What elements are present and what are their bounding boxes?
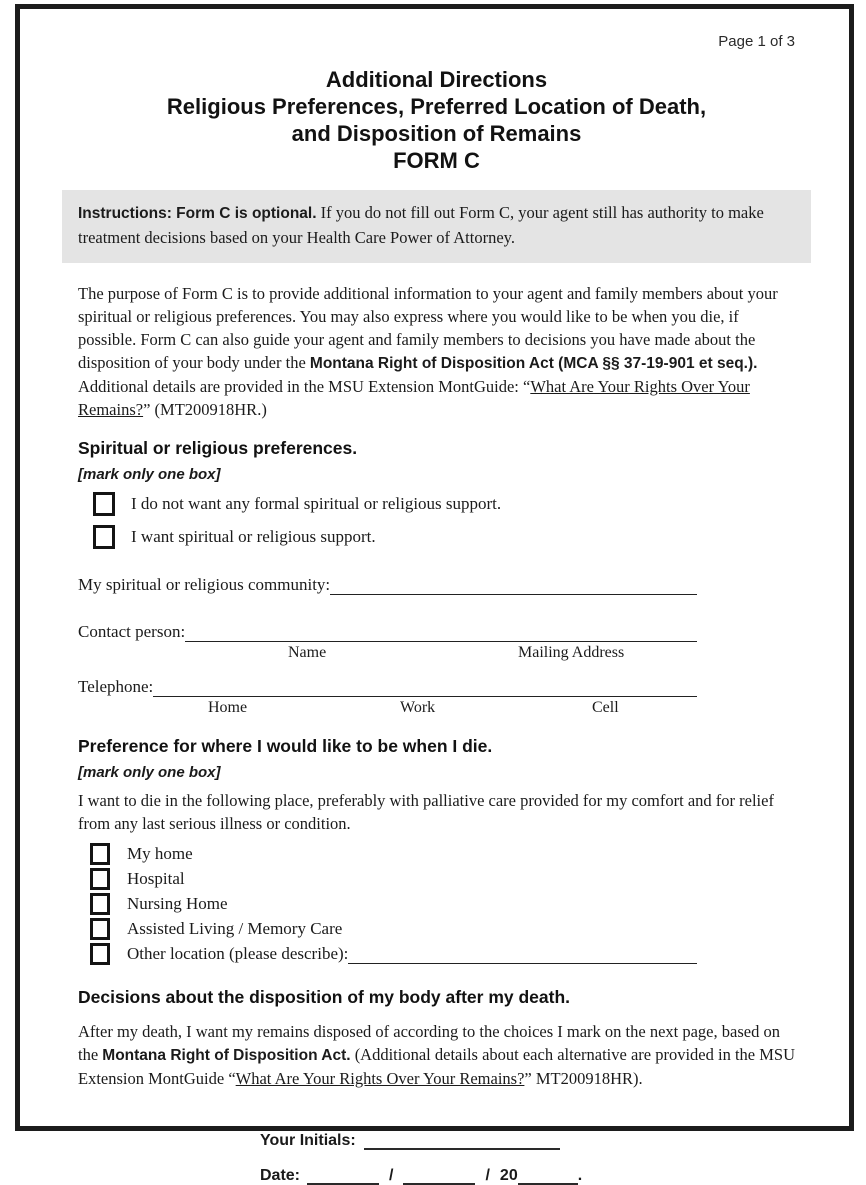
option-row-want-support	[93, 525, 795, 549]
contact-sublabels	[78, 642, 795, 664]
disposition-text-3: ” MT200918HR).	[524, 1069, 643, 1088]
checkbox-hospital[interactable]	[90, 868, 110, 890]
contact-input-line[interactable]	[185, 622, 697, 642]
community-field-row	[78, 575, 697, 595]
disposition-paragraph	[78, 1020, 795, 1090]
checkbox-no-spiritual-support[interactable]	[93, 492, 115, 516]
spiritual-mark-note: [mark only one box]	[78, 466, 221, 483]
date-year-line[interactable]	[518, 1169, 578, 1185]
location-intro-paragraph: I want to die in the following place, preferably with palliative care provided for my comfort and for relief from any last serious illness or condition.	[78, 791, 774, 833]
initials-row	[260, 1132, 795, 1150]
form-title-line-4: FORM C	[393, 148, 480, 173]
option-label: I want spiritual or religious support.	[131, 527, 376, 546]
disposition-text-2: (Additional details about each alternative are provided in the MSU Extension MontGuide “	[78, 1045, 796, 1088]
form-c-page	[20, 33, 849, 1185]
page-indicator: Page 1 of 3	[718, 33, 795, 50]
form-title-line-3: and Disposition of Remains	[291, 121, 582, 146]
option-row-other-location	[90, 943, 697, 965]
location-mark-note: [mark only one box]	[78, 764, 221, 781]
montguide-link-text: What Are Your Rights Over Your Remains?	[235, 1069, 525, 1088]
form-title-line-2: Religious Preferences, Preferred Location of Death,	[166, 94, 707, 119]
option-row-assisted-living	[90, 918, 697, 940]
montguide-link-text: What Are Your Rights Over Your Remains?	[78, 377, 750, 419]
telephone-sublabel-cell: Cell	[592, 699, 619, 716]
disposition-bold-act: Montana Right of Disposition Act.	[102, 1047, 351, 1064]
date-label: Date:	[260, 1167, 301, 1184]
option-row-my-home	[90, 843, 697, 865]
telephone-sublabels	[78, 697, 795, 719]
contact-sublabel-name: Name	[288, 644, 327, 661]
signature-footer	[260, 1132, 795, 1185]
option-label: Other location (please describe):	[127, 944, 349, 963]
checkbox-nursing-home[interactable]	[90, 893, 110, 915]
instructions-body-text: If you do not fill out Form C, your agent still has authority to make treatment decisions based on your Health Care Power of Attorney.	[78, 203, 764, 247]
checkbox-assisted-living[interactable]	[90, 918, 110, 940]
checkbox-my-home[interactable]	[90, 843, 110, 865]
telephone-sublabel-work: Work	[400, 699, 436, 716]
community-label: My spiritual or religious community:	[78, 575, 331, 594]
contact-field-row	[78, 622, 697, 642]
date-month-line[interactable]	[307, 1169, 379, 1185]
purpose-text-3: ” (MT200918HR.)	[143, 400, 267, 419]
contact-sublabel-mailing-address: Mailing Address	[518, 644, 625, 661]
location-options-list	[78, 843, 795, 965]
telephone-field-row	[78, 677, 697, 697]
telephone-sublabel-home: Home	[208, 699, 248, 716]
purpose-text-2: Additional details are provided in the MSU Extension MontGuide: “	[78, 377, 531, 396]
option-label: Nursing Home	[127, 894, 228, 913]
form-title	[78, 66, 795, 174]
option-row-no-support	[93, 492, 795, 516]
disposition-section-heading: Decisions about the disposition of my body after my death.	[78, 987, 571, 1007]
instructions-bold-text: Instructions: Form C is optional.	[78, 205, 317, 222]
purpose-paragraph	[78, 282, 795, 421]
community-input-line[interactable]	[330, 575, 697, 595]
purpose-text-1: The purpose of Form C is to provide additional information to your agent and family members about your spiritual or religious preferences. You may also express where you would like to be when you die, if possible. Form C can also guide your agent and family members to decisions you have made about the disposition of your body under the	[78, 284, 778, 372]
option-row-nursing-home	[90, 893, 697, 915]
instructions-box	[62, 190, 811, 263]
date-year-prefix: 20	[499, 1167, 518, 1184]
date-slash: /	[485, 1167, 490, 1184]
purpose-bold-act-citation: Montana Right of Disposition Act (MCA §§ 37-19-901 et seq.).	[309, 355, 758, 372]
contact-label: Contact person:	[78, 622, 186, 641]
date-day-line[interactable]	[403, 1169, 475, 1185]
location-section-heading: Preference for where I would like to be when I die.	[78, 736, 493, 756]
checkbox-other-location[interactable]	[90, 943, 110, 965]
checkbox-want-spiritual-support[interactable]	[93, 525, 115, 549]
option-row-hospital	[90, 868, 697, 890]
telephone-label: Telephone:	[78, 677, 154, 696]
date-slash: /	[389, 1167, 394, 1184]
date-row	[260, 1167, 795, 1185]
disposition-text-1: After my death, I want my remains disposed of according to the choices I mark on the next page, based on the	[78, 1022, 780, 1064]
initials-input-line[interactable]	[364, 1134, 560, 1150]
page-frame	[15, 4, 854, 1184]
option-label: Hospital	[127, 869, 185, 888]
initials-label: Your Initials:	[260, 1132, 356, 1149]
other-location-input-line[interactable]	[348, 944, 697, 964]
option-label: I do not want any formal spiritual or religious support.	[131, 494, 502, 513]
form-title-line-1: Additional Directions	[325, 67, 548, 92]
date-period: .	[577, 1167, 583, 1184]
option-label: My home	[127, 844, 193, 863]
telephone-input-line[interactable]	[153, 677, 697, 697]
spiritual-section-heading: Spiritual or religious preferences.	[78, 438, 358, 458]
option-label: Assisted Living / Memory Care	[127, 919, 343, 938]
